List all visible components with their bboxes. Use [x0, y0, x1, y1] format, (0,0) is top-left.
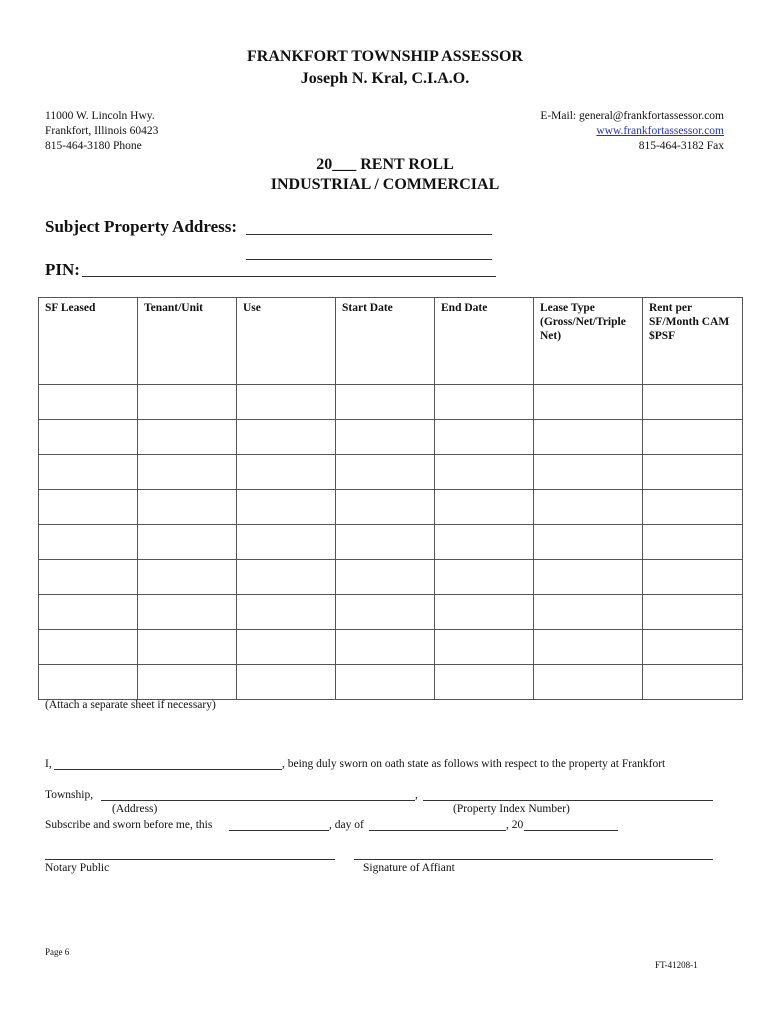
table-cell[interactable]	[39, 525, 138, 560]
table-cell[interactable]	[336, 385, 435, 420]
table-row	[39, 385, 743, 420]
column-header-use: Use	[237, 298, 336, 385]
table-cell[interactable]	[237, 525, 336, 560]
table-cell[interactable]	[237, 490, 336, 525]
day-of-text: , day of	[329, 819, 364, 831]
table-cell[interactable]	[237, 595, 336, 630]
table-cell[interactable]	[534, 385, 643, 420]
fax-number: 815-464-3182 Fax	[638, 140, 724, 152]
table-cell[interactable]	[534, 665, 643, 700]
table-cell[interactable]	[138, 665, 237, 700]
table-cell[interactable]	[643, 455, 743, 490]
table-cell[interactable]	[39, 665, 138, 700]
table-cell[interactable]	[39, 560, 138, 595]
property-street-field[interactable]	[101, 800, 415, 801]
table-cell[interactable]	[39, 455, 138, 490]
table-cell[interactable]	[534, 455, 643, 490]
property-address-label: Subject Property Address:	[45, 217, 238, 236]
table-cell[interactable]	[138, 490, 237, 525]
table-cell[interactable]	[237, 630, 336, 665]
office-contact	[540, 109, 724, 154]
address-line-2: Frankfort, Illinois 60423	[45, 125, 159, 137]
table-cell[interactable]	[643, 420, 743, 455]
table-cell[interactable]	[138, 630, 237, 665]
address-line-1: 11000 W. Lincoln Hwy.	[45, 110, 155, 122]
table-cell[interactable]	[138, 525, 237, 560]
table-cell[interactable]	[39, 630, 138, 665]
affiant-signature-line[interactable]	[354, 859, 713, 860]
table-cell[interactable]	[435, 385, 534, 420]
notary-label: Notary Public	[45, 862, 110, 874]
property-index-number-field[interactable]	[423, 800, 713, 801]
form-id: FT-41208-1	[655, 960, 698, 970]
table-row	[39, 665, 743, 700]
form-subtitle: INDUSTRIAL / COMMERCIAL	[270, 176, 500, 193]
table-cell[interactable]	[336, 525, 435, 560]
pin-label: PIN:	[45, 260, 80, 279]
table-row	[39, 420, 743, 455]
table-cell[interactable]	[435, 455, 534, 490]
table-cell[interactable]	[237, 560, 336, 595]
table-cell[interactable]	[435, 490, 534, 525]
table-cell[interactable]	[39, 595, 138, 630]
page-number: Page 6	[45, 947, 70, 957]
address-caption: (Address)	[112, 803, 158, 815]
column-header-lease-type: Lease Type (Gross/Net/Triple Net)	[534, 298, 643, 385]
table-cell[interactable]	[237, 665, 336, 700]
property-address-field-2[interactable]	[246, 259, 492, 260]
table-cell[interactable]	[138, 560, 237, 595]
table-cell[interactable]	[336, 420, 435, 455]
table-cell[interactable]	[435, 420, 534, 455]
column-header-rent: Rent per SF/Month CAM $PSF	[643, 298, 743, 385]
table-cell[interactable]	[534, 595, 643, 630]
table-cell[interactable]	[435, 560, 534, 595]
table-cell[interactable]	[643, 385, 743, 420]
column-header-end-date: End Date	[435, 298, 534, 385]
table-cell[interactable]	[435, 595, 534, 630]
affidavit-statement: , being duly sworn on oath state as follows with respect to the property at Frankfort	[282, 758, 666, 770]
table-cell[interactable]	[643, 560, 743, 595]
column-header-tenant-unit: Tenant/Unit	[138, 298, 237, 385]
table-cell[interactable]	[138, 385, 237, 420]
table-cell[interactable]	[435, 665, 534, 700]
phone-number: 815-464-3180 Phone	[45, 140, 142, 152]
page-title: FRANKFORT TOWNSHIP ASSESSOR	[247, 48, 523, 65]
table-cell[interactable]	[336, 630, 435, 665]
table-cell[interactable]	[237, 420, 336, 455]
table-cell[interactable]	[435, 630, 534, 665]
table-cell[interactable]	[534, 630, 643, 665]
affiant-label: Signature of Affiant	[363, 862, 455, 874]
column-header-sf-leased: SF Leased	[39, 298, 138, 385]
attach-note: (Attach a separate sheet if necessary)	[45, 699, 216, 711]
table-row	[39, 560, 743, 595]
column-header-start-date: Start Date	[336, 298, 435, 385]
table-cell[interactable]	[534, 525, 643, 560]
township-label: Township,	[45, 789, 94, 801]
table-cell[interactable]	[39, 385, 138, 420]
pin-field[interactable]	[82, 276, 496, 277]
day-field[interactable]	[229, 830, 329, 831]
table-cell[interactable]	[336, 455, 435, 490]
table-row	[39, 455, 743, 490]
table-cell[interactable]	[643, 490, 743, 525]
table-cell[interactable]	[643, 665, 743, 700]
table-cell[interactable]	[336, 595, 435, 630]
table-row	[39, 525, 743, 560]
table-cell[interactable]	[138, 595, 237, 630]
table-row	[39, 595, 743, 630]
table-cell[interactable]	[336, 665, 435, 700]
table-cell[interactable]	[643, 630, 743, 665]
affiant-name-prefix: I,	[45, 758, 52, 770]
office-address	[45, 109, 158, 154]
form-title: 20___ RENT ROLL	[316, 156, 454, 173]
property-address-field-1[interactable]	[246, 234, 492, 235]
website-link[interactable]: www.frankfortassessor.com	[596, 125, 724, 137]
table-cell[interactable]	[534, 420, 643, 455]
table-cell[interactable]	[138, 420, 237, 455]
table-cell[interactable]	[39, 420, 138, 455]
table-cell[interactable]	[39, 490, 138, 525]
email-address: E-Mail: general@frankfortassessor.com	[540, 110, 724, 122]
table-cell[interactable]	[336, 560, 435, 595]
month-field[interactable]	[369, 830, 506, 831]
rent-roll-table	[38, 297, 743, 700]
table-row	[39, 630, 743, 665]
table-cell[interactable]	[643, 525, 743, 560]
table-cell[interactable]	[534, 490, 643, 525]
table-cell[interactable]	[237, 455, 336, 490]
pin-caption: (Property Index Number)	[453, 803, 570, 815]
table-cell[interactable]	[643, 595, 743, 630]
table-cell[interactable]	[138, 455, 237, 490]
year-field[interactable]	[524, 830, 618, 831]
table-row	[39, 490, 743, 525]
notary-signature-line[interactable]	[45, 859, 335, 860]
assessor-name: Joseph N. Kral, C.I.A.O.	[300, 70, 470, 87]
subscribe-text: Subscribe and sworn before me, this	[45, 819, 213, 831]
table-cell[interactable]	[534, 560, 643, 595]
table-header-row	[39, 298, 743, 385]
table-cell[interactable]	[435, 525, 534, 560]
table-cell[interactable]	[237, 385, 336, 420]
table-cell[interactable]	[336, 490, 435, 525]
year-prefix: , 20	[506, 819, 524, 831]
affiant-name-field[interactable]	[54, 769, 282, 770]
